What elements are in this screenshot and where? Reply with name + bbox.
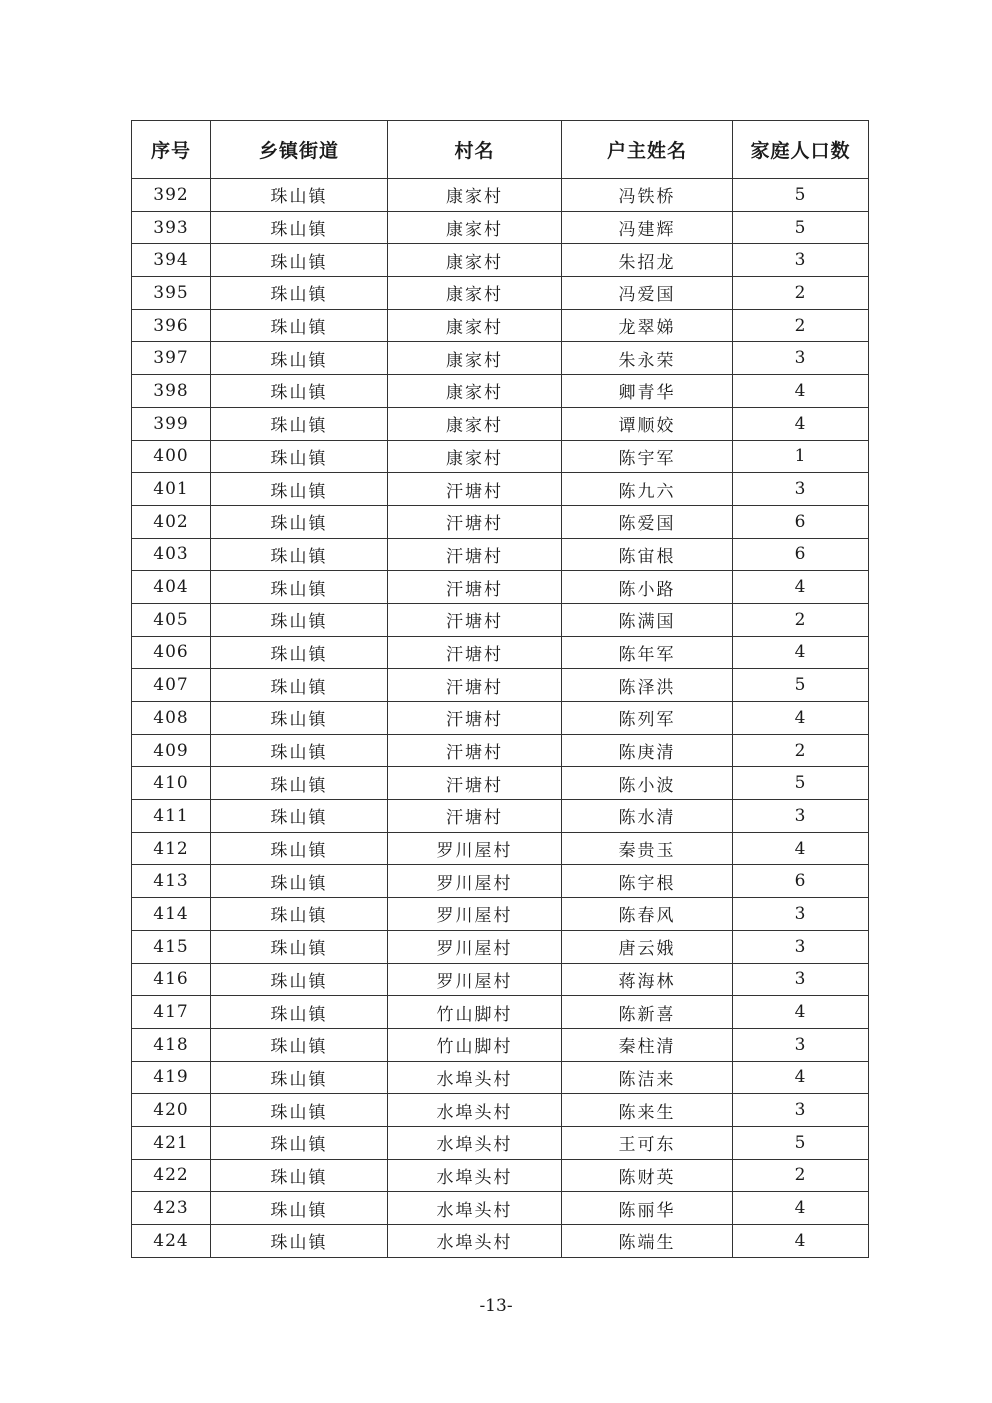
cell-village: 汗塘村 bbox=[388, 734, 562, 767]
cell-town: 珠山镇 bbox=[211, 571, 388, 604]
cell-town: 珠山镇 bbox=[211, 244, 388, 277]
table-row bbox=[132, 179, 869, 212]
cell-family-size: 3 bbox=[733, 1094, 869, 1127]
cell-family-size: 4 bbox=[733, 996, 869, 1029]
table-row bbox=[132, 473, 869, 506]
table-row bbox=[132, 898, 869, 931]
table-row bbox=[132, 702, 869, 735]
cell-village: 康家村 bbox=[388, 211, 562, 244]
cell-seq: 412 bbox=[132, 832, 211, 865]
cell-family-size: 3 bbox=[733, 963, 869, 996]
table-row bbox=[132, 571, 869, 604]
cell-householder: 卿青华 bbox=[562, 375, 733, 408]
cell-seq: 419 bbox=[132, 1061, 211, 1094]
cell-town: 珠山镇 bbox=[211, 309, 388, 342]
cell-householder: 陈来生 bbox=[562, 1094, 733, 1127]
cell-householder: 秦贵玉 bbox=[562, 832, 733, 865]
cell-seq: 402 bbox=[132, 505, 211, 538]
cell-householder: 龙翠娣 bbox=[562, 309, 733, 342]
cell-seq: 392 bbox=[132, 179, 211, 212]
cell-town: 珠山镇 bbox=[211, 800, 388, 833]
cell-seq: 403 bbox=[132, 538, 211, 571]
cell-seq: 422 bbox=[132, 1159, 211, 1192]
table-row bbox=[132, 734, 869, 767]
cell-seq: 393 bbox=[132, 211, 211, 244]
table-row bbox=[132, 538, 869, 571]
page-number: -13- bbox=[479, 1296, 513, 1316]
cell-town: 珠山镇 bbox=[211, 636, 388, 669]
cell-village: 康家村 bbox=[388, 244, 562, 277]
header-village: 村名 bbox=[388, 121, 562, 179]
cell-householder: 陈泽洪 bbox=[562, 669, 733, 702]
cell-householder: 陈庚清 bbox=[562, 734, 733, 767]
cell-town: 珠山镇 bbox=[211, 473, 388, 506]
cell-householder: 陈小波 bbox=[562, 767, 733, 800]
table-row bbox=[132, 375, 869, 408]
cell-town: 珠山镇 bbox=[211, 702, 388, 735]
cell-householder: 陈新喜 bbox=[562, 996, 733, 1029]
cell-family-size: 3 bbox=[733, 898, 869, 931]
cell-family-size: 4 bbox=[733, 636, 869, 669]
cell-householder: 谭顺姣 bbox=[562, 407, 733, 440]
cell-family-size: 2 bbox=[733, 309, 869, 342]
table-row bbox=[132, 244, 869, 277]
cell-village: 康家村 bbox=[388, 309, 562, 342]
cell-householder: 陈宙根 bbox=[562, 538, 733, 571]
header-family-size: 家庭人口数 bbox=[733, 121, 869, 179]
cell-family-size: 4 bbox=[733, 375, 869, 408]
table-row bbox=[132, 1225, 869, 1258]
cell-town: 珠山镇 bbox=[211, 538, 388, 571]
cell-householder: 陈列军 bbox=[562, 702, 733, 735]
cell-householder: 陈年军 bbox=[562, 636, 733, 669]
table-row bbox=[132, 963, 869, 996]
cell-householder: 陈宇根 bbox=[562, 865, 733, 898]
cell-seq: 424 bbox=[132, 1225, 211, 1258]
cell-town: 珠山镇 bbox=[211, 1159, 388, 1192]
cell-family-size: 5 bbox=[733, 1126, 869, 1159]
cell-seq: 420 bbox=[132, 1094, 211, 1127]
table-row bbox=[132, 211, 869, 244]
cell-householder: 蒋海林 bbox=[562, 963, 733, 996]
cell-town: 珠山镇 bbox=[211, 930, 388, 963]
cell-town: 珠山镇 bbox=[211, 1192, 388, 1225]
cell-seq: 397 bbox=[132, 342, 211, 375]
cell-family-size: 6 bbox=[733, 538, 869, 571]
table-row bbox=[132, 440, 869, 473]
cell-town: 珠山镇 bbox=[211, 277, 388, 310]
cell-town: 珠山镇 bbox=[211, 1094, 388, 1127]
cell-family-size: 3 bbox=[733, 800, 869, 833]
cell-seq: 399 bbox=[132, 407, 211, 440]
table-row bbox=[132, 996, 869, 1029]
cell-village: 罗川屋村 bbox=[388, 930, 562, 963]
table-row bbox=[132, 669, 869, 702]
cell-seq: 416 bbox=[132, 963, 211, 996]
table-row bbox=[132, 505, 869, 538]
cell-village: 水埠头村 bbox=[388, 1225, 562, 1258]
cell-village: 康家村 bbox=[388, 179, 562, 212]
cell-family-size: 1 bbox=[733, 440, 869, 473]
table-row bbox=[132, 800, 869, 833]
table-row bbox=[132, 1192, 869, 1225]
cell-village: 康家村 bbox=[388, 342, 562, 375]
cell-town: 珠山镇 bbox=[211, 767, 388, 800]
table-row bbox=[132, 636, 869, 669]
cell-family-size: 2 bbox=[733, 1159, 869, 1192]
cell-family-size: 3 bbox=[733, 244, 869, 277]
cell-householder: 唐云娥 bbox=[562, 930, 733, 963]
cell-householder: 冯爱国 bbox=[562, 277, 733, 310]
cell-seq: 396 bbox=[132, 309, 211, 342]
cell-family-size: 2 bbox=[733, 277, 869, 310]
cell-family-size: 4 bbox=[733, 832, 869, 865]
cell-village: 水埠头村 bbox=[388, 1192, 562, 1225]
cell-town: 珠山镇 bbox=[211, 996, 388, 1029]
cell-family-size: 4 bbox=[733, 1225, 869, 1258]
cell-seq: 395 bbox=[132, 277, 211, 310]
cell-householder: 陈九六 bbox=[562, 473, 733, 506]
cell-family-size: 3 bbox=[733, 342, 869, 375]
cell-seq: 413 bbox=[132, 865, 211, 898]
cell-householder: 陈水清 bbox=[562, 800, 733, 833]
cell-village: 康家村 bbox=[388, 277, 562, 310]
table-row bbox=[132, 603, 869, 636]
header-householder: 户主姓名 bbox=[562, 121, 733, 179]
cell-householder: 陈宇军 bbox=[562, 440, 733, 473]
cell-village: 罗川屋村 bbox=[388, 865, 562, 898]
cell-householder: 陈端生 bbox=[562, 1225, 733, 1258]
cell-town: 珠山镇 bbox=[211, 440, 388, 473]
cell-householder: 冯铁桥 bbox=[562, 179, 733, 212]
cell-seq: 394 bbox=[132, 244, 211, 277]
cell-village: 罗川屋村 bbox=[388, 898, 562, 931]
cell-householder: 冯建辉 bbox=[562, 211, 733, 244]
cell-village: 汗塘村 bbox=[388, 636, 562, 669]
cell-village: 汗塘村 bbox=[388, 669, 562, 702]
cell-seq: 398 bbox=[132, 375, 211, 408]
cell-householder: 朱永荣 bbox=[562, 342, 733, 375]
cell-family-size: 5 bbox=[733, 767, 869, 800]
table-row bbox=[132, 930, 869, 963]
cell-family-size: 4 bbox=[733, 407, 869, 440]
cell-town: 珠山镇 bbox=[211, 179, 388, 212]
cell-family-size: 3 bbox=[733, 1028, 869, 1061]
cell-seq: 401 bbox=[132, 473, 211, 506]
cell-village: 汗塘村 bbox=[388, 603, 562, 636]
cell-family-size: 5 bbox=[733, 669, 869, 702]
cell-family-size: 4 bbox=[733, 702, 869, 735]
cell-village: 汗塘村 bbox=[388, 505, 562, 538]
header-town: 乡镇街道 bbox=[211, 121, 388, 179]
cell-town: 珠山镇 bbox=[211, 375, 388, 408]
cell-householder: 陈春风 bbox=[562, 898, 733, 931]
cell-seq: 400 bbox=[132, 440, 211, 473]
cell-family-size: 5 bbox=[733, 179, 869, 212]
cell-family-size: 6 bbox=[733, 505, 869, 538]
cell-town: 珠山镇 bbox=[211, 734, 388, 767]
cell-householder: 陈洁来 bbox=[562, 1061, 733, 1094]
cell-village: 康家村 bbox=[388, 375, 562, 408]
cell-family-size: 4 bbox=[733, 571, 869, 604]
cell-town: 珠山镇 bbox=[211, 505, 388, 538]
table-row bbox=[132, 865, 869, 898]
cell-householder: 陈丽华 bbox=[562, 1192, 733, 1225]
table-row bbox=[132, 832, 869, 865]
cell-family-size: 6 bbox=[733, 865, 869, 898]
cell-family-size: 4 bbox=[733, 1061, 869, 1094]
cell-town: 珠山镇 bbox=[211, 963, 388, 996]
cell-town: 珠山镇 bbox=[211, 1061, 388, 1094]
cell-village: 水埠头村 bbox=[388, 1159, 562, 1192]
cell-householder: 秦柱清 bbox=[562, 1028, 733, 1061]
cell-village: 汗塘村 bbox=[388, 538, 562, 571]
cell-seq: 410 bbox=[132, 767, 211, 800]
cell-seq: 406 bbox=[132, 636, 211, 669]
table-row bbox=[132, 407, 869, 440]
cell-family-size: 2 bbox=[733, 603, 869, 636]
cell-village: 罗川屋村 bbox=[388, 963, 562, 996]
table-row bbox=[132, 767, 869, 800]
cell-householder: 陈财英 bbox=[562, 1159, 733, 1192]
household-table bbox=[131, 120, 869, 1258]
table-row bbox=[132, 1126, 869, 1159]
cell-householder: 陈爱国 bbox=[562, 505, 733, 538]
cell-householder: 王可东 bbox=[562, 1126, 733, 1159]
cell-town: 珠山镇 bbox=[211, 1126, 388, 1159]
table-row bbox=[132, 277, 869, 310]
cell-village: 康家村 bbox=[388, 440, 562, 473]
cell-village: 汗塘村 bbox=[388, 702, 562, 735]
cell-seq: 414 bbox=[132, 898, 211, 931]
cell-village: 竹山脚村 bbox=[388, 996, 562, 1029]
table-row bbox=[132, 1159, 869, 1192]
cell-town: 珠山镇 bbox=[211, 1225, 388, 1258]
cell-town: 珠山镇 bbox=[211, 342, 388, 375]
cell-seq: 407 bbox=[132, 669, 211, 702]
cell-town: 珠山镇 bbox=[211, 211, 388, 244]
cell-town: 珠山镇 bbox=[211, 865, 388, 898]
cell-family-size: 3 bbox=[733, 473, 869, 506]
header-seq: 序号 bbox=[132, 121, 211, 179]
cell-householder: 陈满国 bbox=[562, 603, 733, 636]
cell-seq: 408 bbox=[132, 702, 211, 735]
cell-seq: 421 bbox=[132, 1126, 211, 1159]
cell-village: 竹山脚村 bbox=[388, 1028, 562, 1061]
cell-village: 汗塘村 bbox=[388, 767, 562, 800]
cell-householder: 朱招龙 bbox=[562, 244, 733, 277]
cell-seq: 418 bbox=[132, 1028, 211, 1061]
cell-family-size: 4 bbox=[733, 1192, 869, 1225]
table-row bbox=[132, 1094, 869, 1127]
cell-seq: 405 bbox=[132, 603, 211, 636]
cell-village: 康家村 bbox=[388, 407, 562, 440]
cell-seq: 411 bbox=[132, 800, 211, 833]
cell-town: 珠山镇 bbox=[211, 832, 388, 865]
table-row bbox=[132, 342, 869, 375]
cell-family-size: 5 bbox=[733, 211, 869, 244]
cell-family-size: 2 bbox=[733, 734, 869, 767]
table-row bbox=[132, 309, 869, 342]
table-header bbox=[132, 121, 869, 179]
cell-town: 珠山镇 bbox=[211, 669, 388, 702]
cell-town: 珠山镇 bbox=[211, 407, 388, 440]
cell-town: 珠山镇 bbox=[211, 1028, 388, 1061]
cell-town: 珠山镇 bbox=[211, 898, 388, 931]
table-row bbox=[132, 1028, 869, 1061]
header-row bbox=[132, 121, 869, 179]
cell-seq: 409 bbox=[132, 734, 211, 767]
cell-town: 珠山镇 bbox=[211, 603, 388, 636]
cell-seq: 404 bbox=[132, 571, 211, 604]
cell-village: 罗川屋村 bbox=[388, 832, 562, 865]
cell-village: 汗塘村 bbox=[388, 473, 562, 506]
cell-village: 汗塘村 bbox=[388, 800, 562, 833]
cell-family-size: 3 bbox=[733, 930, 869, 963]
table-row bbox=[132, 1061, 869, 1094]
cell-seq: 423 bbox=[132, 1192, 211, 1225]
cell-village: 水埠头村 bbox=[388, 1061, 562, 1094]
cell-seq: 417 bbox=[132, 996, 211, 1029]
cell-householder: 陈小路 bbox=[562, 571, 733, 604]
cell-village: 汗塘村 bbox=[388, 571, 562, 604]
cell-village: 水埠头村 bbox=[388, 1094, 562, 1127]
cell-seq: 415 bbox=[132, 930, 211, 963]
table-body bbox=[132, 179, 869, 1258]
cell-village: 水埠头村 bbox=[388, 1126, 562, 1159]
